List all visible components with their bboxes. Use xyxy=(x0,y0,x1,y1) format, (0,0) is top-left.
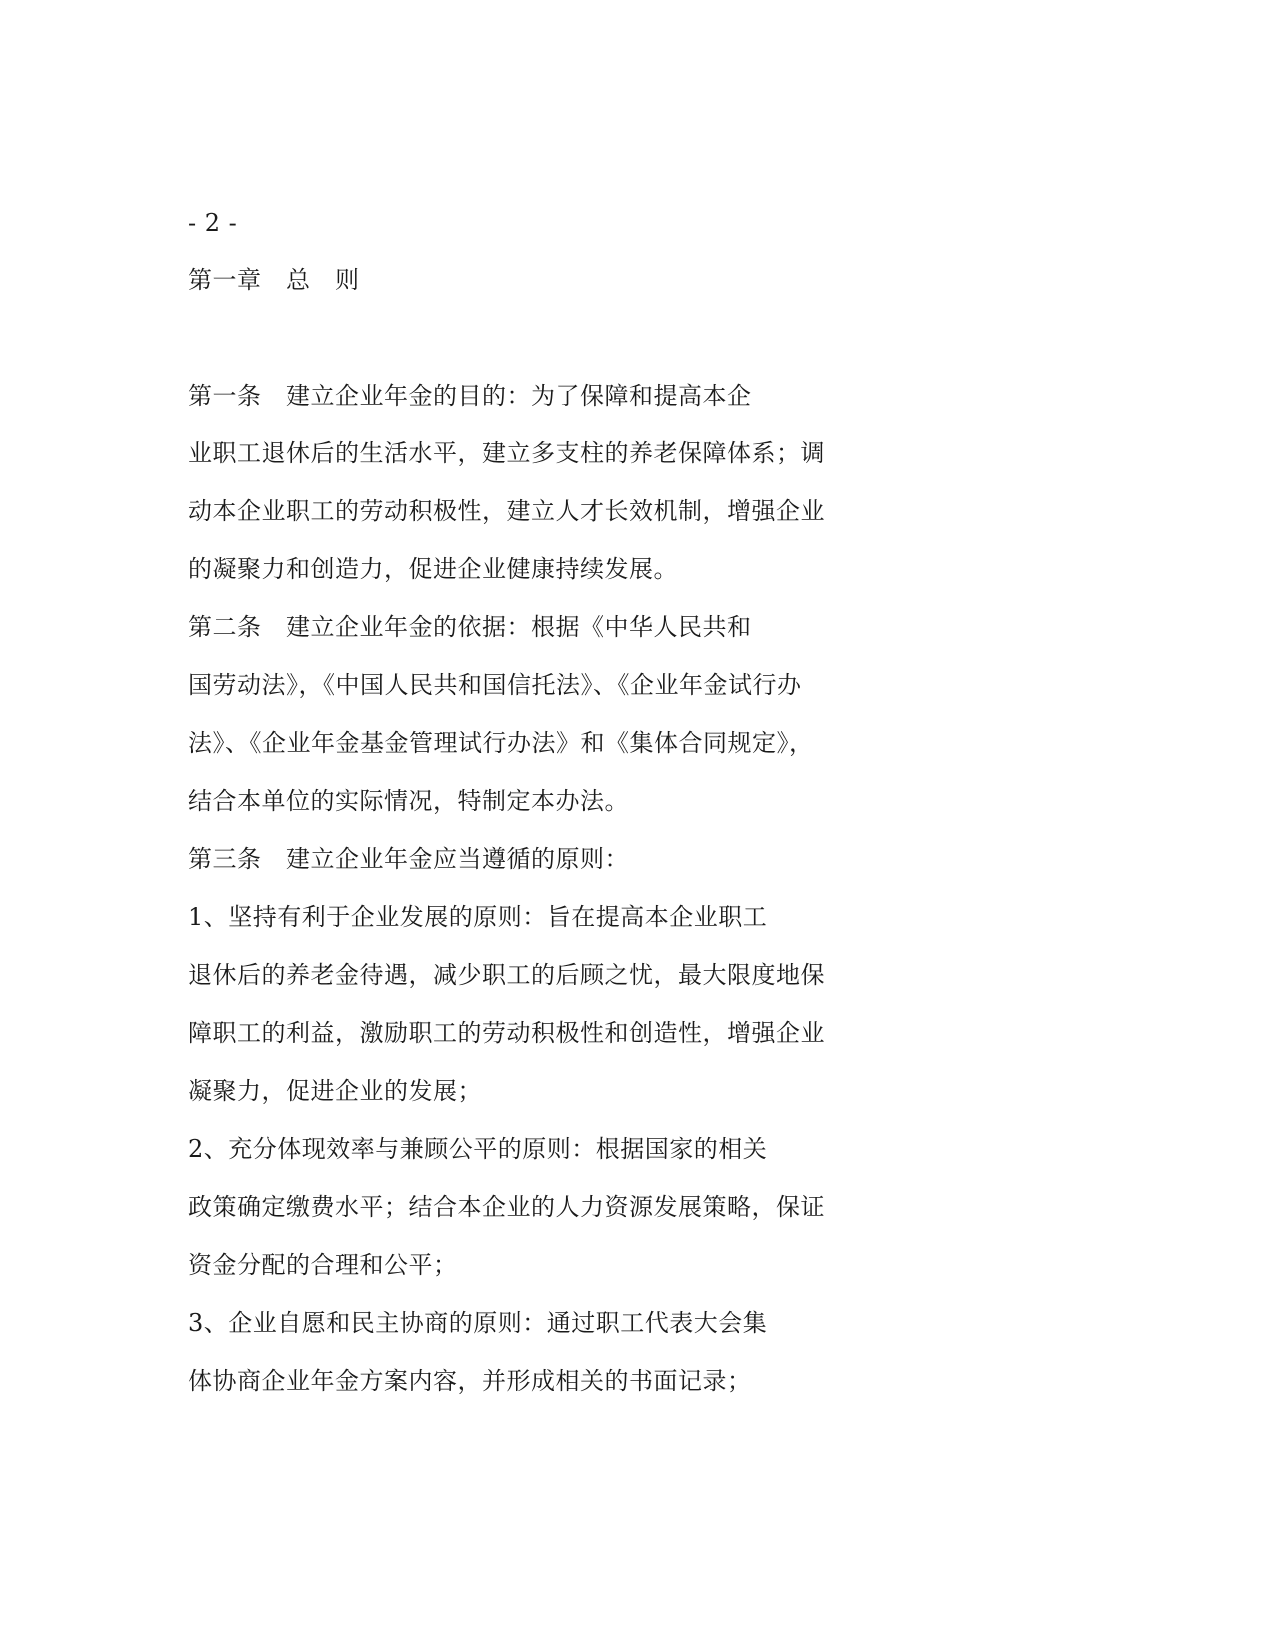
body-line: 的凝聚力和创造力，促进企业健康持续发展。 xyxy=(188,555,678,583)
body-line: 体协商企业年金方案内容，并形成相关的书面记录； xyxy=(188,1367,752,1395)
body-line: 结合本单位的实际情况，特制定本办法。 xyxy=(188,787,629,815)
body-line: 障职工的利益，激励职工的劳动积极性和创造性，增强企业 xyxy=(188,1019,825,1047)
body-line: 资金分配的合理和公平； xyxy=(188,1251,458,1279)
body-line: 第二条 建立企业年金的依据：根据《中华人民共和 xyxy=(188,613,752,641)
chapter-heading: 第一章 总 则 xyxy=(188,266,360,294)
body-line: 国劳动法》，《中国人民共和国信托法》、《企业年金试行办 xyxy=(188,671,802,699)
body-line: 法》、《企业年金基金管理试行办法》和《集体合同规定》， xyxy=(188,729,814,757)
body-line: 第一条 建立企业年金的目的：为了保障和提高本企 xyxy=(188,382,752,410)
page-number: - 2 - xyxy=(188,209,238,237)
body-line: 政策确定缴费水平；结合本企业的人力资源发展策略，保证 xyxy=(188,1193,825,1221)
body-line: 1、坚持有利于企业发展的原则：旨在提高本企业职工 xyxy=(188,903,768,931)
body-line: 第三条 建立企业年金应当遵循的原则： xyxy=(188,845,629,873)
body-line: 退休后的养老金待遇，减少职工的后顾之忧，最大限度地保 xyxy=(188,961,825,989)
body-line: 凝聚力，促进企业的发展； xyxy=(188,1077,482,1105)
body-line: 业职工退休后的生活水平，建立多支柱的养老保障体系；调 xyxy=(188,439,825,467)
body-line: 动本企业职工的劳动积极性，建立人才长效机制，增强企业 xyxy=(188,497,825,525)
body-line: 2、充分体现效率与兼顾公平的原则：根据国家的相关 xyxy=(188,1135,768,1163)
body-line: 3、企业自愿和民主协商的原则：通过职工代表大会集 xyxy=(188,1309,768,1337)
